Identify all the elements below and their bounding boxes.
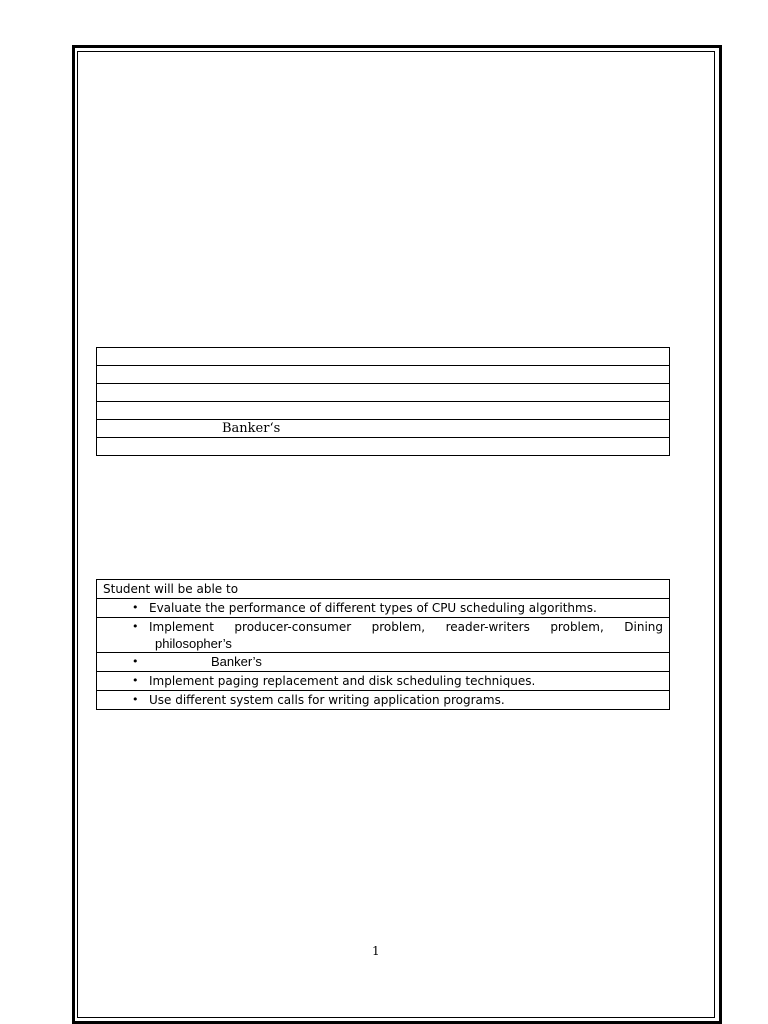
bullet-icon: •	[132, 601, 139, 614]
outcome-text-continuation: philosopher’s	[155, 636, 232, 651]
bullet-icon: •	[132, 674, 139, 687]
info-table-row	[97, 438, 670, 456]
info-table-cell	[97, 438, 670, 456]
outcome-text: Evaluate the performance of different types of CPU scheduling algorithms.	[149, 601, 597, 615]
info-table-row	[97, 366, 670, 384]
info-table-row	[97, 402, 670, 420]
info-table-row	[97, 384, 670, 402]
outcome-row	[97, 599, 670, 618]
info-table-row	[97, 348, 670, 366]
outcome-item	[97, 672, 670, 691]
outcome-row	[97, 653, 670, 672]
outcome-item	[97, 618, 670, 653]
info-table	[96, 347, 670, 456]
outcome-text: Use different system calls for writing application programs.	[149, 693, 505, 707]
info-table-cell	[97, 384, 670, 402]
outcomes-header: Student will be able to	[97, 580, 670, 599]
outcome-item	[97, 653, 670, 672]
info-table-cell-bankers: Banker‘s	[97, 420, 670, 438]
outcome-item	[97, 599, 670, 618]
outcome-text: Implement producer-consumer problem, reader-writers problem, Dining	[149, 620, 663, 634]
outcome-text: Banker’s	[211, 654, 262, 669]
info-table-row	[97, 420, 670, 438]
outcomes-header-row	[97, 580, 670, 599]
page-number: 1	[372, 944, 380, 958]
bullet-icon: •	[132, 620, 139, 633]
outcome-text: Implement paging replacement and disk scheduling techniques.	[149, 674, 536, 688]
page-border-inner	[77, 51, 715, 1018]
info-table-cell	[97, 348, 670, 366]
outcome-row	[97, 618, 670, 653]
bullet-icon: •	[132, 655, 139, 668]
outcomes-table	[96, 579, 670, 710]
bullet-icon: •	[132, 693, 139, 706]
outcome-row	[97, 691, 670, 710]
outcome-item	[97, 691, 670, 710]
info-table-cell	[97, 366, 670, 384]
info-table-cell	[97, 402, 670, 420]
outcome-row	[97, 672, 670, 691]
